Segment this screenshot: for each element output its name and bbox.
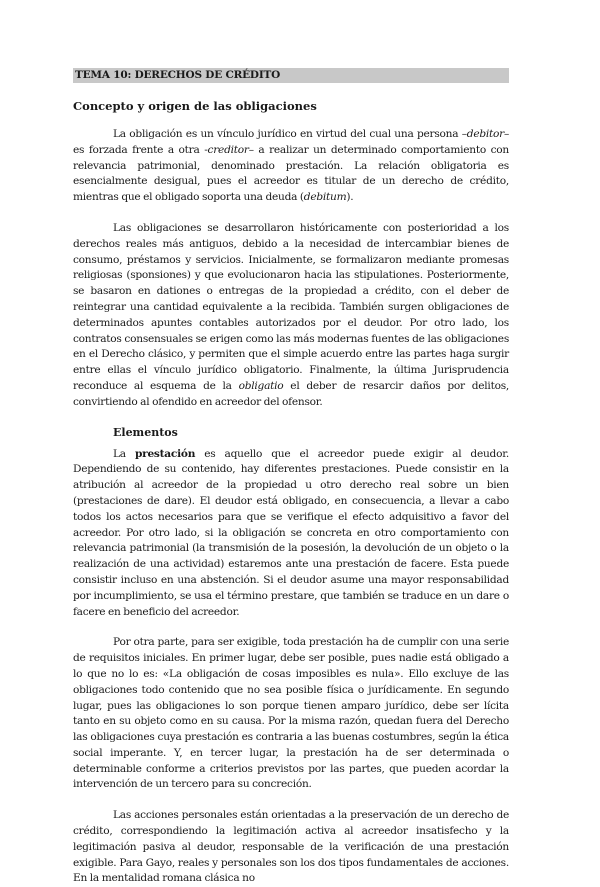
chapter-heading: TEMA 10: DERECHOS DE CRÉDITO <box>73 68 509 83</box>
paragraph-prestacion: La prestación es aquello que el acreedor puede exigir al deudor. Dependiendo de su contenido, hay diferentes prestaciones. Puede consistir en la atribución al acreedor de la propiedad u otro derecho real sobre un bien (prestaciones de dare). El deudor está obligado, en consecuencia, a llevar a cabo todos los actos necesarios para que se verifique el efecto adquisitivo a favor del acreedor. Por otro lado, si la obligación se concreta en otro comportamiento con relevancia patrimonial (la transmisión de la posesión, la devolución de un objeto o la realización de una actividad) estaremos ante una prestación de facere. Esta puede consistir incluso en una abstención. Si el deudor asume una mayor responsabilidad por incumplimiento, se usa el término prestare, que también se traduce en un dare o facere en beneficio del acreedor. <box>73 447 509 618</box>
section-heading: Concepto y origen de las obligaciones <box>73 99 317 113</box>
paragraph-acciones: Las acciones personales están orientadas a la preservación de un derecho de crédito, correspondiendo la legitimación activa al acreedor insatisfecho y la legitimación pasiva al deudor, responsable de la verificación de una prestación exigible. Para Gayo, reales y personales son los dos tipos fundamentales de acciones. En la mentalidad romana clásica no <box>73 809 509 885</box>
document-page <box>73 68 509 887</box>
paragraph-definition: La obligación es un vínculo jurídico en virtud del cual una persona –debitor– es forzada frente a otra -creditor– a realizar un determinado comportamiento con relevancia patrimonial, denominado prestación. La relación obligatoria es esencialmente desigual, pues el acreedor es titular de un derecho de crédito, mientras que el obligado soporta una deuda (debitum). <box>73 128 509 204</box>
paragraph-history: Las obligaciones se desarrollaron históricamente con posterioridad a los derechos reales más antiguos, debido a la necesidad de intercambiar bienes de consumo, préstamos y servicios. Inicialmente, se formalizaron mediante promesas religiosas (sponsiones) y que evolucionaron hacia las stipulationes. Posteriormente, se basaron en dationes o entregas de la propiedad a crédito, con el deber de reintegrar una cantidad equivalente a la recibida. También surgen obligaciones de determinados apuntes contables autorizados por el deudor. Por otro lado, los contratos consensuales se erigen como las más modernas fuentes de las obligaciones en el Derecho clásico, y permiten que el simple acuerdo entre las partes haga surgir entre ellas el vínculo jurídico obligatorio. Finalmente, la última Jurisprudencia reconduce al esquema de la obligatio el deber de resarcir daños por delitos, convirtiendo al ofendido en acreedor del ofensor. <box>73 221 510 408</box>
subsection-heading: Elementos <box>113 425 178 439</box>
paragraph-requisitos: Por otra parte, para ser exigible, toda prestación ha de cumplir con una serie de requisitos iniciales. En primer lugar, debe ser posible, pues nadie está obligado a lo que no lo es: «La obligación de cosas imposibles es nula». Ello excluye de las obligaciones todo contenido que no sea posible física o jurídicamente. En segundo lugar, pues las obligaciones lo son porque tienen amparo jurídico, debe ser lícita tanto en su objeto como en su causa. Por la misma razón, quedan fuera del Derecho las obligaciones cuya prestación es contraria a las buenas costumbres, según la ética social imperante. Y, en tercer lugar, la prestación ha de ser determinada o determinable conforme a criterios previstos por las partes, que pueden acordar la intervención de un tercero para su concreción. <box>73 636 509 791</box>
